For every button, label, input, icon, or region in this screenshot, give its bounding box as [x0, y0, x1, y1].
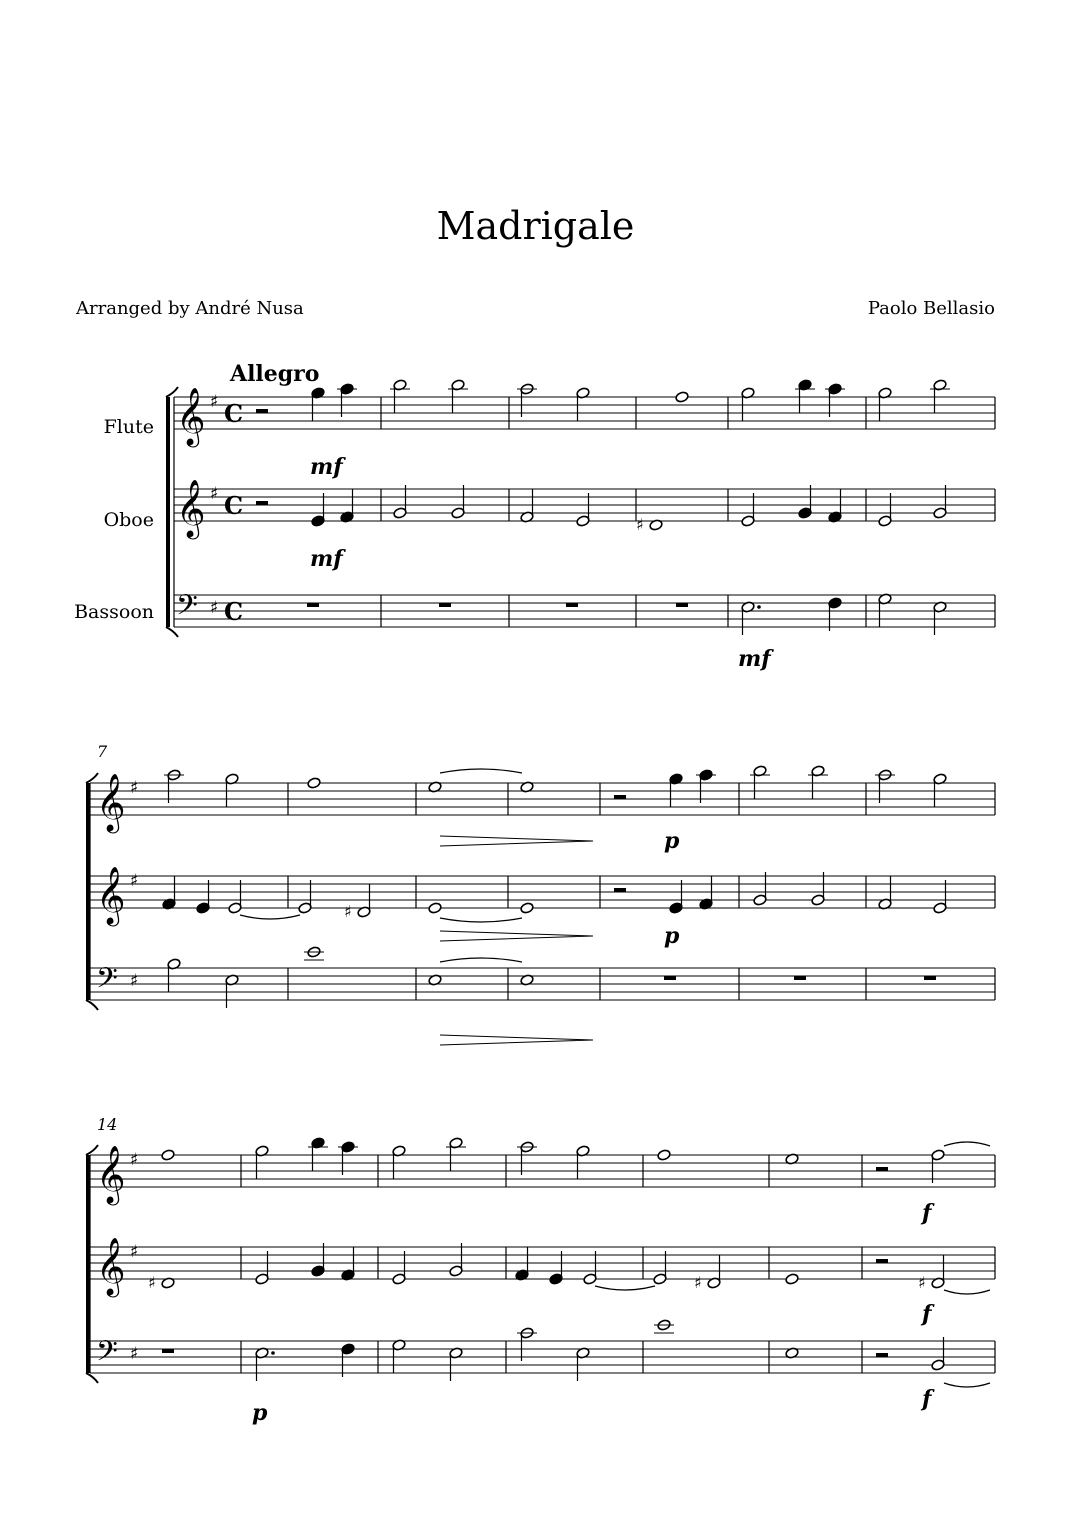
whole-rest	[439, 603, 451, 607]
half-rest	[256, 501, 268, 505]
whole-rest	[924, 976, 936, 980]
half-rest	[876, 1259, 888, 1263]
treble-clef-icon: 𝄞	[96, 1237, 126, 1295]
arranger-credit: Arranged by André Nusa	[76, 298, 304, 319]
notehead	[428, 902, 442, 914]
instrument-label-flute: Flute	[103, 416, 154, 438]
sharp-accidental: ♯	[918, 1273, 926, 1292]
key-signature-sharp: ♯	[130, 1344, 139, 1364]
key-signature-sharp: ♯	[210, 598, 219, 618]
key-signature-sharp: ♯	[130, 1242, 139, 1262]
notehead	[161, 1149, 175, 1161]
bass-clef-icon: 𝄢	[176, 589, 198, 629]
notehead	[520, 902, 534, 914]
whole-rest	[664, 976, 676, 980]
dynamic-marking: mf	[310, 546, 343, 572]
key-signature-sharp: ♯	[130, 778, 139, 798]
half-rest	[876, 1167, 888, 1171]
tempo-marking: Allegro	[230, 361, 320, 387]
tie	[240, 915, 300, 919]
page-title: Madrigale	[436, 204, 635, 248]
whole-rest	[307, 603, 319, 607]
tie	[944, 1142, 990, 1146]
composer-credit: Paolo Bellasio	[867, 298, 995, 319]
whole-rest	[162, 1349, 174, 1353]
tie	[944, 1290, 990, 1294]
decrescendo-hairpin	[440, 1035, 593, 1045]
dot	[757, 605, 761, 609]
whole-rest	[566, 603, 578, 607]
notehead	[657, 1149, 671, 1161]
dynamic-marking: p	[664, 828, 680, 854]
key-signature-sharp: ♯	[130, 871, 139, 891]
treble-clef-icon: 𝄞	[176, 387, 206, 445]
dynamic-marking: f	[922, 1200, 932, 1226]
whole-rest	[676, 603, 688, 607]
bass-clef-icon: 𝄢	[96, 962, 118, 1002]
sharp-accidental: ♯	[694, 1273, 702, 1292]
treble-clef-icon: 𝄞	[176, 479, 206, 537]
dot	[271, 1351, 275, 1355]
half-rest	[614, 795, 626, 799]
dynamic-marking: mf	[310, 454, 343, 480]
tie	[595, 1286, 655, 1290]
treble-clef-icon: 𝄞	[96, 773, 126, 831]
whole-rest	[794, 976, 806, 980]
key-signature-sharp: ♯	[130, 971, 139, 991]
instrument-label-bassoon: Bassoon	[74, 601, 154, 623]
bass-clef-icon: 𝄢	[96, 1335, 118, 1375]
dynamic-marking: p	[664, 923, 680, 949]
key-signature-sharp: ♯	[210, 484, 219, 504]
time-signature-common: C	[224, 399, 244, 428]
dynamic-marking: p	[252, 1400, 268, 1426]
dynamic-marking: f	[922, 1301, 932, 1327]
key-signature-sharp: ♯	[130, 1150, 139, 1170]
half-rest	[614, 888, 626, 892]
decrescendo-hairpin	[440, 836, 593, 846]
sharp-accidental: ♯	[636, 515, 644, 534]
time-signature-common: C	[224, 597, 244, 626]
decrescendo-hairpin	[440, 931, 593, 941]
key-signature-sharp: ♯	[210, 392, 219, 412]
measure-number-7: 7	[97, 742, 108, 761]
measure-number-14: 14	[97, 1115, 118, 1134]
tie	[944, 1383, 990, 1387]
sharp-accidental: ♯	[344, 902, 352, 921]
treble-clef-icon: 𝄞	[96, 1145, 126, 1203]
tie	[440, 918, 522, 922]
time-signature-common: C	[224, 491, 244, 520]
notehead	[675, 391, 689, 403]
tie	[440, 958, 522, 962]
treble-clef-icon: 𝄞	[96, 866, 126, 924]
notehead	[307, 777, 321, 789]
instrument-label-oboe: Oboe	[103, 509, 154, 531]
half-rest	[876, 1353, 888, 1357]
sharp-accidental: ♯	[148, 1273, 156, 1292]
tie	[440, 769, 522, 773]
dynamic-marking: f	[922, 1386, 932, 1412]
dynamic-marking: mf	[738, 646, 771, 672]
notehead	[785, 1273, 799, 1285]
half-rest	[256, 409, 268, 413]
